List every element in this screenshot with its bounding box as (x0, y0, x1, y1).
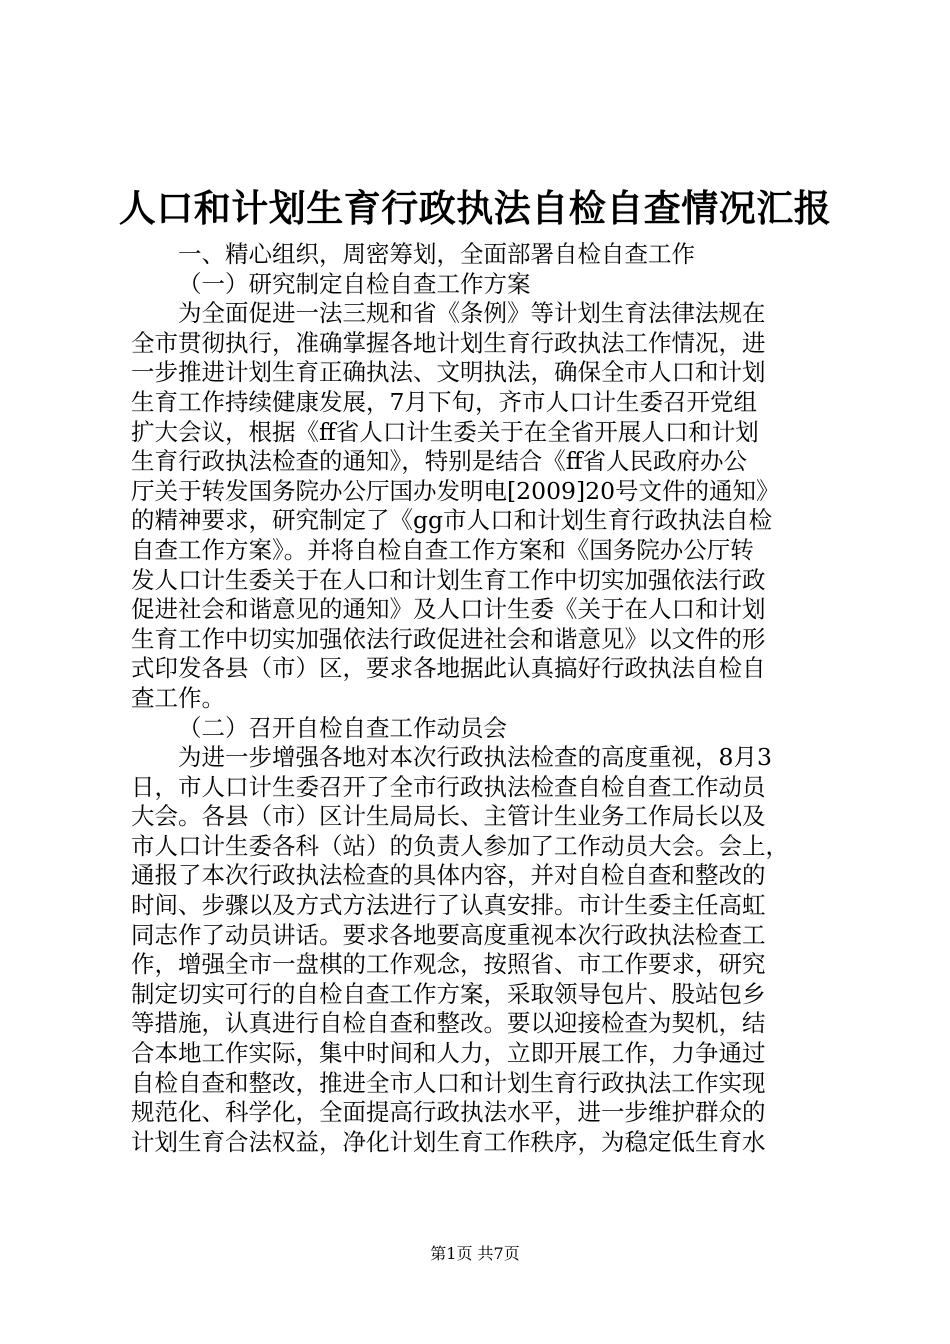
paragraph-line: 规范化、科学化，全面提高行政执法水平，进一步维护群众的 (131, 1098, 766, 1127)
paragraph-1 (131, 299, 831, 713)
paragraph-line: 市人口计生委各科（站）的负责人参加了工作动员大会。会上， (131, 831, 789, 860)
paragraph-line: 制定切实可行的自检自查工作方案，采取领导包片、股站包乡 (131, 979, 766, 1008)
paragraph-line: 生育工作持续健康发展，7月下旬，齐市人口计生委召开党组 (131, 387, 757, 416)
paragraph-line: 为全面促进一法三规和省《条例》等计划生育法律法规在 (178, 299, 766, 328)
paragraph-line: 自检自查和整改，推进全市人口和计划生育行政执法工作实现 (131, 1068, 766, 1097)
paragraph-line: 厅关于转发国务院办公厅国办发明电[2009]20号文件的通知》 (131, 476, 780, 505)
paragraph-line: 通报了本次行政执法检查的具体内容，并对自检自查和整改的 (131, 861, 766, 890)
paragraph-line: 促进社会和谐意见的通知》及人口计生委《关于在人口和计划 (131, 595, 766, 624)
paragraph-line: 日，市人口计生委召开了全市行政执法检查自检自查工作动员 (131, 772, 766, 801)
paragraph-line: 生育行政执法检查的通知》，特别是结合《ff省人民政府办公 (131, 447, 747, 476)
paragraph-line: 时间、步骤以及方式方法进行了认真安排。市计生委主任高虹 (131, 891, 766, 920)
paragraph-line: 大会。各县（市）区计生局局长、主管计生业务工作局长以及 (131, 802, 766, 831)
paragraph-2 (131, 743, 831, 1157)
document-body (131, 240, 831, 1157)
paragraph-line: 自查工作方案》。并将自检自查工作方案和《国务院办公厅转 (131, 535, 754, 564)
page-number-footer: 第1页 共7页 (430, 1244, 520, 1263)
paragraph-line: 等措施，认真进行自检自查和整改。要以迎接检查为契机，结 (131, 1009, 766, 1038)
paragraph-line: 作，增强全市一盘棋的工作观念，按照省、市工作要求，研究 (131, 950, 766, 979)
paragraph-line: 生育工作中切实加强依法行政促进社会和谐意见》以文件的形 (131, 624, 766, 653)
paragraph-line: 为进一步增强各地对本次行政执法检查的高度重视，8月3 (178, 743, 772, 772)
document-title: 人口和计划生育行政执法自检自查情况汇报 (118, 186, 832, 230)
paragraph-line: 同志作了动员讲话。要求各地要高度重视本次行政执法检查工 (131, 920, 766, 949)
paragraph-line: 扩大会议，根据《ff省人口计生委关于在全省开展人口和计划 (131, 417, 759, 446)
paragraph-line: 的精神要求，研究制定了《gg市人口和计划生育行政执法自检 (131, 506, 773, 535)
paragraph-line: 合本地工作实际，集中时间和人力，立即开展工作，力争通过 (131, 1039, 766, 1068)
paragraph-line: 计划生育合法权益，净化计划生育工作秩序，为稳定低生育水 (131, 1127, 766, 1156)
section1-heading: 一、精心组织，周密筹划，全面部署自检自查工作 (178, 240, 695, 268)
paragraph-line: 式印发各县（市）区，要求各地据此认真搞好行政执法自检自 (131, 654, 766, 683)
paragraph-line: 查工作。 (131, 683, 225, 712)
paragraph-line: 一步推进计划生育正确执法、文明执法，确保全市人口和计划 (131, 358, 766, 387)
subsection2-heading: （二）召开自检自查工作动员会 (178, 713, 507, 742)
paragraph-line: 全市贯彻执行，准确掌握各地计划生育行政执法工作情况，进 (131, 328, 766, 357)
subsection1-heading: （一）研究制定自检自查工作方案 (178, 269, 531, 298)
paragraph-line: 发人口计生委关于在人口和计划生育工作中切实加强依法行政 (131, 565, 766, 594)
